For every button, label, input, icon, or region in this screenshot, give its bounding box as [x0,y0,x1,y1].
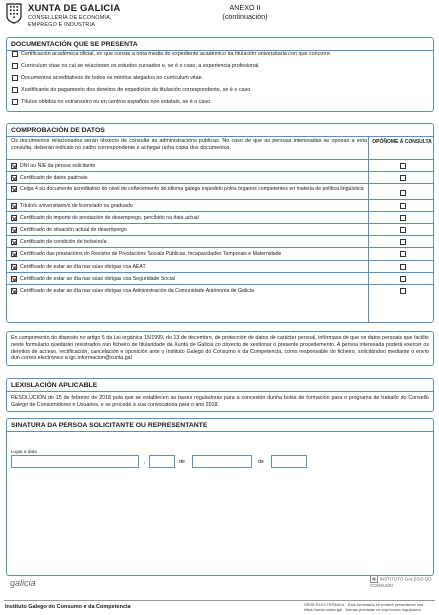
signature-title: SINATURA DA PERSOA SOLICITANTE OU REPRESENTANTE [7,419,433,432]
oppose-checkbox[interactable] [400,288,406,294]
place-field[interactable] [11,455,139,468]
consent-checkbox[interactable] [11,203,17,209]
doc-item-label: Certificación académica oficial, en que conste a nota media do expediente académico da titulación universitaria con que concorre. [21,51,332,57]
consent-checkbox[interactable] [11,288,17,294]
doc-checkbox[interactable] [12,75,18,81]
de-separator-1: de [179,459,185,465]
de-separator-2: de [258,459,264,465]
table-row [7,235,433,247]
oppose-checkbox[interactable] [400,227,406,233]
row-label: Certificado de estar ao día nas súas obrigas coa Seguridade Social [20,276,175,282]
place-date-label: Lugar e data [11,449,37,454]
consent-checkbox[interactable] [11,239,17,245]
signature-section [6,418,434,576]
consent-checkbox[interactable] [11,175,17,181]
oppose-checkbox[interactable] [400,215,406,221]
table-row [7,211,433,223]
year-field[interactable] [271,455,307,468]
row-label: Certificado da condición de bolseiro/a [20,239,107,245]
footer-divider [4,600,435,601]
row-label: Certificado de datos padroais [20,175,88,181]
doc-item [12,99,212,105]
table-row [7,272,433,284]
month-field[interactable] [192,455,252,468]
row-label: Título/s universitario/s de licenciado ou graduado [20,203,133,209]
table-row [7,284,433,297]
oppose-checkbox[interactable] [400,203,406,209]
doc-item [12,87,252,93]
oppose-checkbox[interactable] [400,264,406,270]
table-row [7,171,433,183]
law-section [6,378,434,412]
doc-item-label: Documentos acreditativos de todos os méritos alegados no curriculum vitae. [21,75,204,81]
doc-item-label: Títulos obtidos no estranxeiro ou en centros españois non estatais, se é o caso. [21,99,212,105]
oppose-checkbox[interactable] [400,276,406,282]
oppose-checkbox[interactable] [400,190,406,196]
igc-icon [370,575,378,583]
doc-checkbox[interactable] [12,99,18,105]
doc-item [12,63,260,69]
igc-logo-text: INSTITUTO GALEGO DO CONSUMO [370,576,432,588]
consent-checkbox[interactable] [11,264,17,270]
footer-institution: Instituto Galego do Consumo e da Competencia [5,604,131,610]
org-name: XUNTA DE GALICIA [28,3,121,14]
consent-checkbox[interactable] [11,215,17,221]
table-row [7,183,433,199]
annex-subtitle: (continuación) [222,12,268,21]
row-label: Celga 4 ou documento acreditativo do nivel de coñecemento do idioma galego expedido polos órganos competentes en materia de política lingüística [20,186,364,192]
oppose-checkbox[interactable] [400,239,406,245]
data-check-title: COMPROBACIÓN DE DATOS [7,124,433,137]
table-row [7,159,433,171]
row-label: Certificado de estar ao día nas súas obrigas coa Administración da Comunidade Autónoma de Galicia [20,288,254,294]
row-label: Certificado do importe de prestación de desemprego, percibido na data actual [20,215,199,221]
doc-item-label: Xustificante do pagamento dos dereitos de expedición da titulación correspondente, se é o caso. [21,87,252,93]
oppose-checkbox[interactable] [400,251,406,257]
data-check-intro: Os documentos relacionados serán obxecto de consulta ás administracións públicas. No caso de que as persoas interesadas se oponan a esta consulta, deberán indicalo no cadro correspondente e achegar unha copia dos documentos. [11,138,367,151]
consent-checkbox[interactable] [11,186,17,192]
footer-notice-line-2: https://sede.xunta.gal · formas previstas na súa norma reguladora. [304,606,422,612]
row-label: Certificado das prestacións do Rexistro de Prestacións Sociais Públicas, Incapacidades Temporais e Maternidade [20,251,282,257]
footer-notice-line-1: SEDE ELECTRÓNICA · Este formulario só poderá presentarse nas [304,602,424,607]
doc-checkbox[interactable] [12,51,18,57]
igc-logo [370,575,439,589]
header [0,0,439,36]
comma-separator: , [144,459,146,465]
row-label: Certificado de situación actual de desemprego [20,227,127,233]
oppose-column-header: OPÓÑOME Á CONSULTA [372,139,432,145]
data-check-section [6,123,434,323]
row-label: DNI ou NIE da persoa solicitante [20,163,96,169]
oppose-checkbox[interactable] [400,163,406,169]
galicia-logo [10,578,36,588]
table-row [7,247,433,260]
table-row [7,223,433,235]
doc-item [12,51,331,57]
annex-label [210,3,280,21]
footer-notice [304,603,434,613]
documentation-section [6,37,434,112]
xunta-shield-icon [6,3,22,24]
documentation-title: DOCUMENTACIÓN QUE SE PRESENTA [7,38,433,51]
doc-item [12,75,203,81]
annex-title: ANEXO II [229,3,261,12]
table-row [7,260,433,272]
consent-checkbox[interactable] [11,276,17,282]
doc-checkbox[interactable] [12,63,18,69]
privacy-notice: En cumprimento do disposto no artigo 5 da Lei orgánica 15/1999, do 13 de decembro, de protección de datos de carácter persoal, infórmase de que os datos persoais que facilite neste formulario quedarán rexistrados nun ficheiro de titularidade da Xunta de Galicia co obxecto de xestionar o presente procedemento. A persoa interesada poderá exercer os dereitos de acceso, rectificación, cancelación e oposición ante o Instituto Galego do Consumo e da Competencia, como responsable do ficheiro, solicitándoo mediante o envío dun correo electrónico a igc.informacion@xunta.gal [6,331,434,366]
day-field[interactable] [149,455,175,468]
doc-checkbox[interactable] [12,87,18,93]
consent-checkbox[interactable] [11,227,17,233]
consent-checkbox[interactable] [11,163,17,169]
department-line-1: CONSELLERÍA DE ECONOMÍA, [28,15,112,21]
galicia-logo-text: galicia [10,578,36,588]
oppose-checkbox[interactable] [400,175,406,181]
department-line-2: EMPREGO E INDUSTRIA [28,22,95,28]
row-label: Certificado de estar ao día nas súas obrigas coa AEAT [20,264,146,270]
table-row [7,199,433,211]
law-title: LEXISLACIÓN APLICABLE [7,379,433,392]
law-text: RESOLUCIÓN do 15 de febreiro de 2018 pola que se establecen as bases reguladoras para a concesión dunha bolsa de formación para o programa de traballo do Consello Galego de Consumidores e Usuarios, e se procede á súa convocatoria para o ano 2018. [11,395,429,408]
doc-item-label: Curriculum vitae no cal se relacionen os estudos cursados e, se é o caso, a experiencia profesional. [21,63,260,69]
consent-checkbox[interactable] [11,251,17,257]
